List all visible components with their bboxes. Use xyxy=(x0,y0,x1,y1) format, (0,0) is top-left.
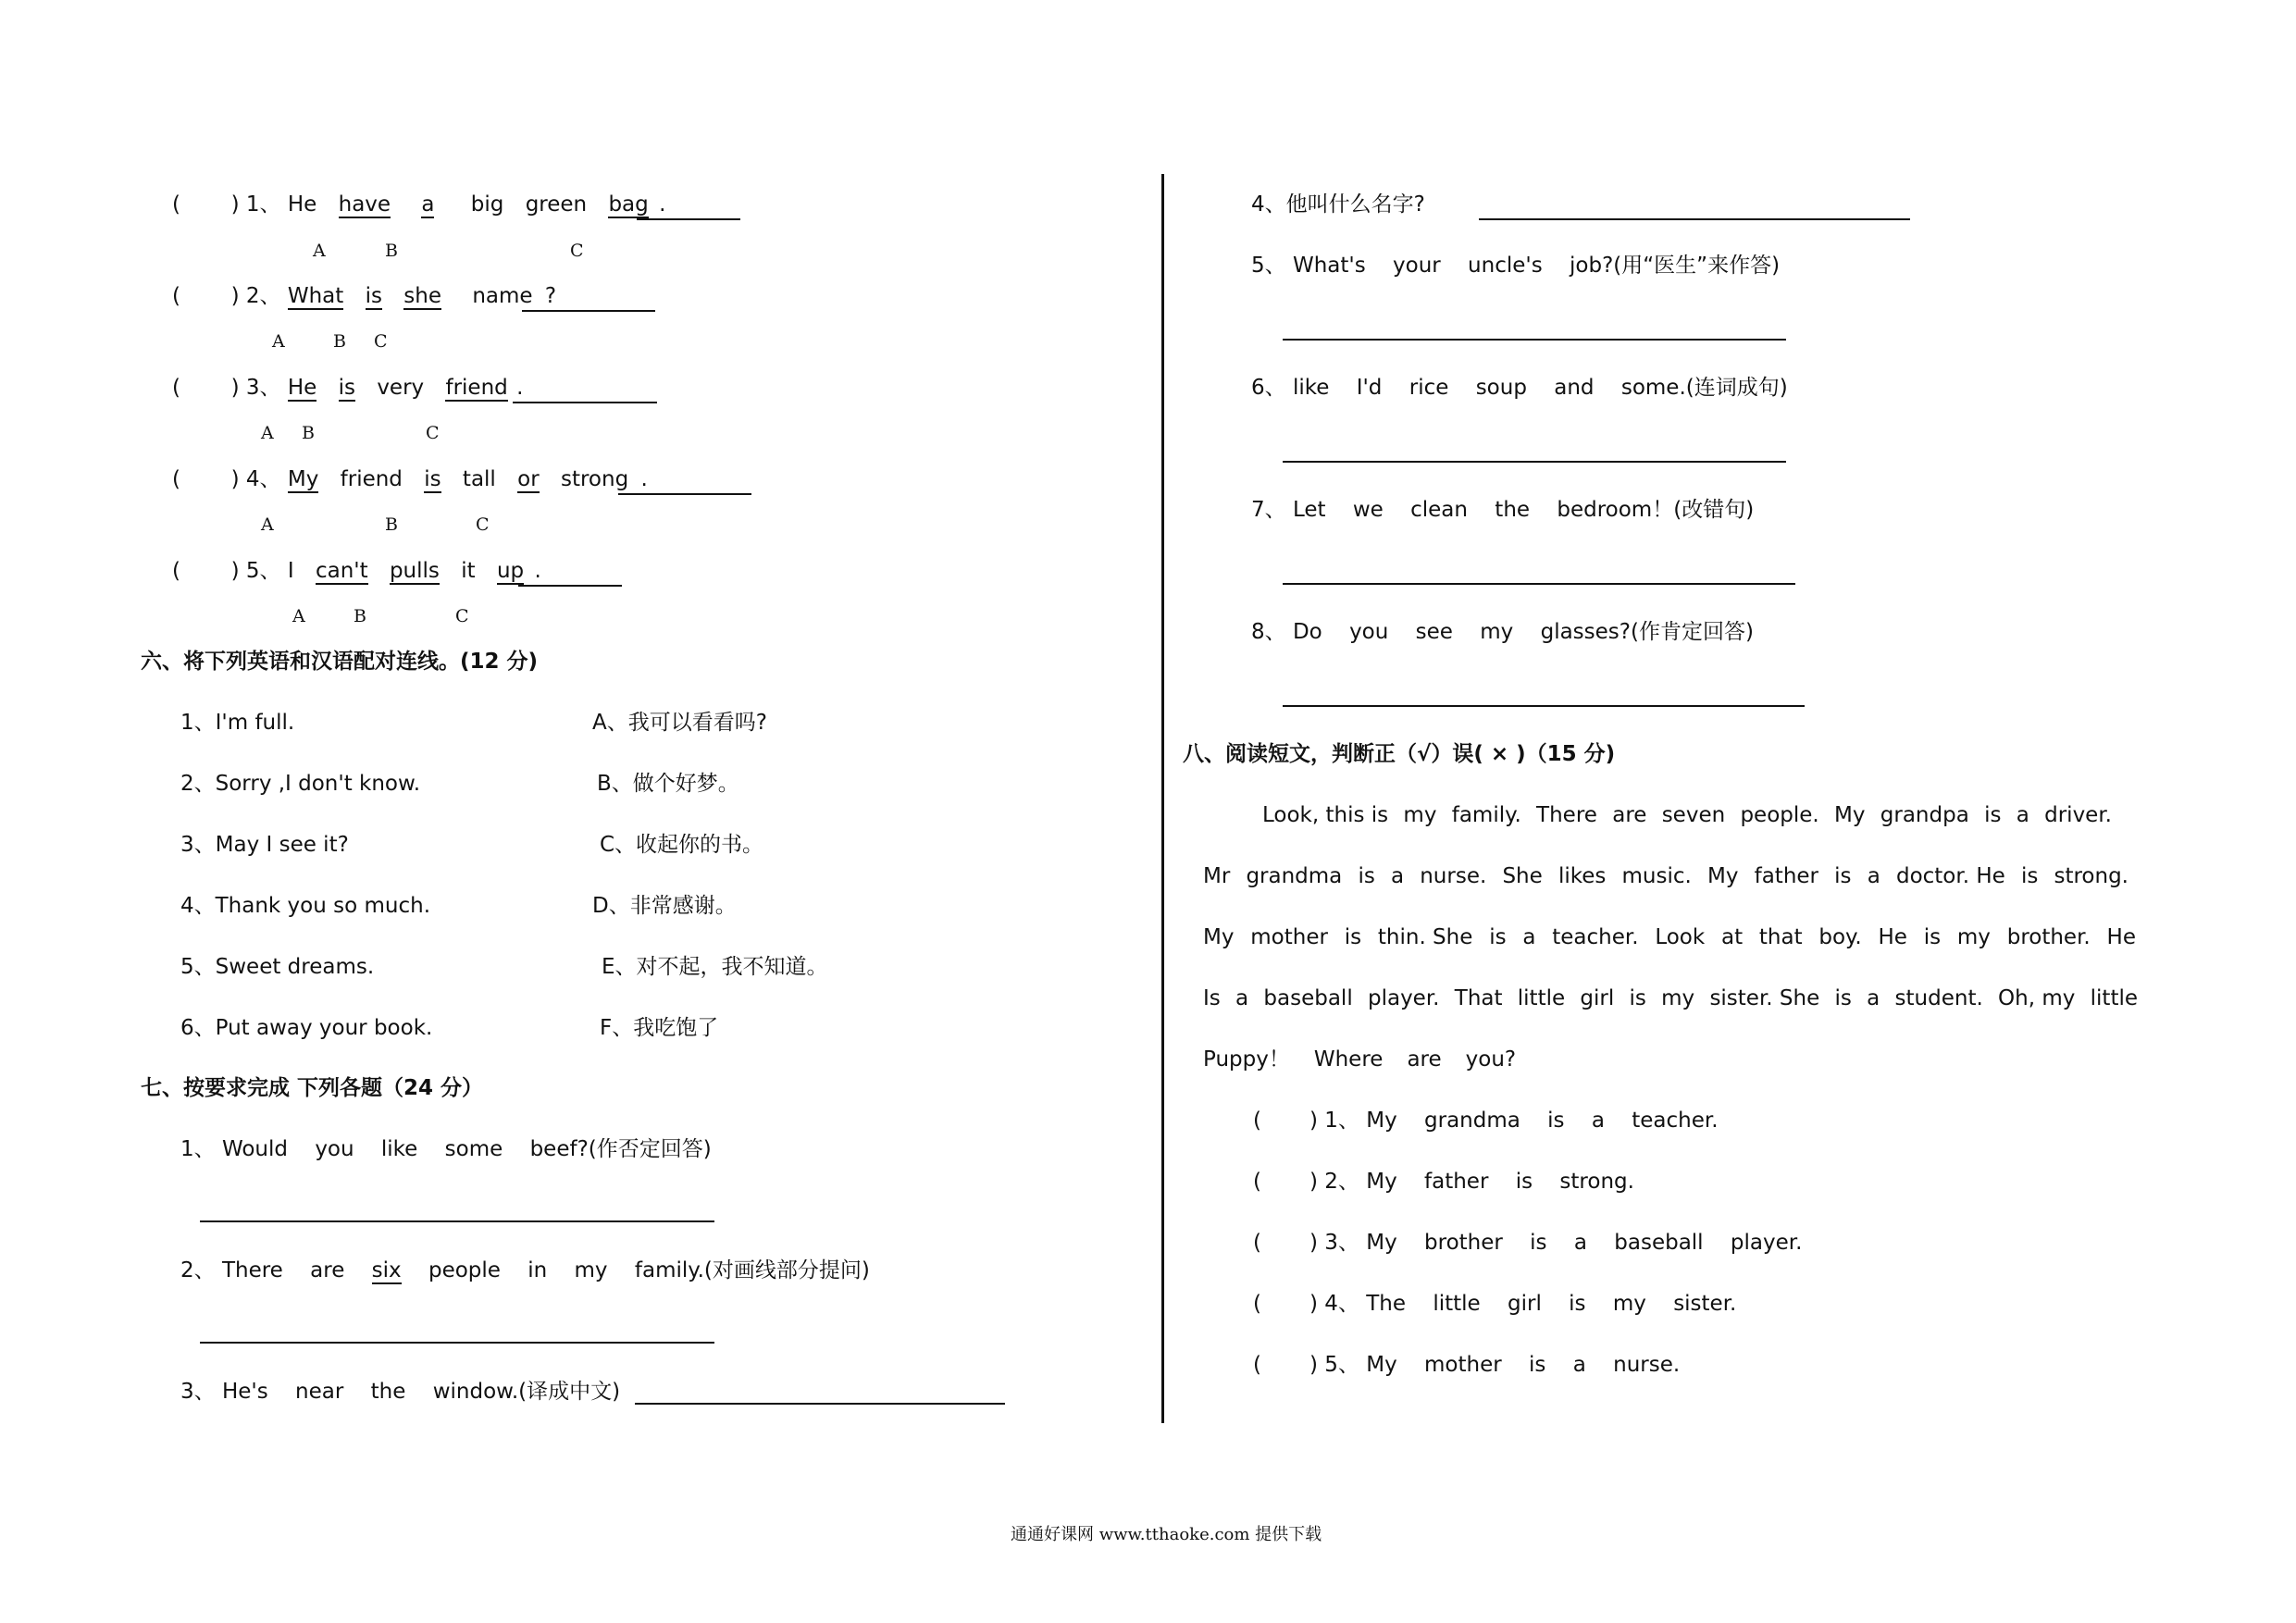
word: like xyxy=(380,1137,418,1161)
word: glasses xyxy=(1540,620,1620,644)
passage-word: Look xyxy=(1655,925,1706,949)
word: is xyxy=(1530,1231,1547,1255)
question-number: 3、 xyxy=(180,1380,216,1404)
option-letter: C xyxy=(374,331,388,352)
word: There xyxy=(221,1258,283,1282)
passage-word: student. xyxy=(1894,986,1983,1010)
item-number: 1、 xyxy=(1324,1109,1359,1133)
word: . xyxy=(640,467,648,491)
word: girl xyxy=(1508,1292,1542,1316)
word: window xyxy=(432,1380,512,1404)
part5-item xyxy=(172,286,556,310)
answer-paren[interactable]: ( ) xyxy=(1253,1109,1318,1133)
passage-word: are xyxy=(1612,803,1647,827)
matching-left-item[interactable]: 2、Sorry ,I don't know. xyxy=(180,772,421,796)
underlined-word-b: pulls xyxy=(389,559,440,583)
passage-word: family. xyxy=(1451,803,1521,827)
passage-word: mother xyxy=(1250,925,1328,949)
answer-paren[interactable]: ( ) xyxy=(1253,1231,1318,1255)
word: my xyxy=(1480,620,1514,644)
passage-word: Puppy！ xyxy=(1203,1047,1290,1072)
word: and xyxy=(1554,376,1595,400)
question-number: 8、 xyxy=(1251,620,1286,644)
word: My xyxy=(1366,1109,1397,1133)
instruction: .(连词成句) xyxy=(1679,376,1788,400)
passage-word: a xyxy=(1522,925,1536,949)
matching-right-item[interactable]: C、收起你的书。 xyxy=(600,833,764,857)
word: job xyxy=(1570,254,1603,278)
passage-word: teacher. xyxy=(1552,925,1639,949)
judgment-item xyxy=(1253,1294,1736,1315)
option-letter: C xyxy=(455,606,469,626)
word: your xyxy=(1393,254,1441,278)
part5-item xyxy=(172,561,541,585)
answer-paren-open: ( xyxy=(172,284,180,308)
passage-word: boy. xyxy=(1818,925,1862,949)
passage-word: brother. xyxy=(2006,925,2091,949)
answer-paren-open: ( xyxy=(172,559,180,583)
passage-word: are xyxy=(1407,1047,1442,1072)
word: my xyxy=(574,1258,608,1282)
option-letter: C xyxy=(426,423,440,443)
passage-word: a xyxy=(1867,864,1880,888)
footer-credit: 通通好课网 www.tthaoke.com 提供下载 xyxy=(1011,1525,1322,1544)
word: you xyxy=(1349,620,1389,644)
word: the xyxy=(370,1380,406,1404)
word: Let xyxy=(1292,498,1326,522)
word: I xyxy=(287,559,294,583)
answer-blank[interactable] xyxy=(637,218,740,220)
word: are xyxy=(310,1258,345,1282)
word: nurse. xyxy=(1613,1353,1681,1377)
word: The xyxy=(1366,1292,1407,1316)
passage-word: He xyxy=(2106,925,2136,949)
item-number: 3、 xyxy=(1324,1231,1359,1255)
instruction: ?(作肯定回答) xyxy=(1619,620,1754,644)
word: you xyxy=(315,1137,354,1161)
answer-paren[interactable]: ( ) xyxy=(1253,1292,1318,1316)
word: it xyxy=(461,559,476,583)
passage-word: driver. xyxy=(2044,803,2112,827)
word: He xyxy=(287,192,317,217)
word: see xyxy=(1415,620,1453,644)
passage-word: is xyxy=(1923,925,1942,949)
word: some xyxy=(1620,376,1680,400)
answer-line[interactable] xyxy=(1283,339,1786,341)
underlined-word-c: friend xyxy=(445,376,508,400)
word: mother xyxy=(1424,1353,1502,1377)
option-letter: C xyxy=(570,241,584,261)
word: Would xyxy=(221,1137,288,1161)
word: name xyxy=(472,284,533,308)
passage-word: Mr xyxy=(1203,864,1231,888)
passage-word: people. xyxy=(1740,803,1819,827)
answer-paren-open: ( xyxy=(172,192,180,217)
option-letter: C xyxy=(476,514,490,535)
underlined-word-b: a xyxy=(421,192,435,217)
word: Do xyxy=(1292,620,1322,644)
passage-word: baseball xyxy=(1263,986,1353,1010)
word: very xyxy=(377,376,425,400)
item-number: 4、 xyxy=(1324,1292,1359,1316)
word: I'd xyxy=(1356,376,1383,400)
passage-word: She xyxy=(1502,864,1543,888)
word: a xyxy=(1573,1231,1587,1255)
word: some xyxy=(444,1137,503,1161)
option-letter: B xyxy=(354,606,366,626)
judgment-item xyxy=(1253,1233,1802,1254)
option-letter: B xyxy=(333,331,346,352)
answer-paren-close: ) xyxy=(230,192,240,217)
answer-line[interactable] xyxy=(1479,218,1910,220)
answer-blank[interactable] xyxy=(518,585,622,587)
question-number: 2、 xyxy=(180,1258,216,1282)
passage-word: is xyxy=(1489,925,1507,949)
part7-question-5 xyxy=(1251,255,1780,277)
instruction: ！(改错句) xyxy=(1652,498,1755,522)
passage-word: music. xyxy=(1621,864,1692,888)
word: strong. xyxy=(1559,1170,1634,1194)
instruction: ?(用“医生”来作答) xyxy=(1602,254,1781,278)
passage-word: you? xyxy=(1465,1047,1517,1072)
underlined-word-c: up xyxy=(496,559,525,583)
word: What's xyxy=(1292,254,1366,278)
underlined-word-a: can't xyxy=(315,559,368,583)
item-number: 5、 xyxy=(245,559,281,583)
passage-word: He xyxy=(1878,925,1907,949)
passage-word: a xyxy=(2016,803,2029,827)
word: in xyxy=(527,1258,548,1282)
word: He's xyxy=(221,1380,268,1404)
matching-left-item[interactable]: 6、Put away your book. xyxy=(180,1016,433,1040)
answer-blank[interactable] xyxy=(618,493,751,495)
matching-left-item[interactable]: 4、Thank you so much. xyxy=(180,894,431,918)
answer-paren-close: ) xyxy=(230,467,240,491)
passage-word: is xyxy=(1834,864,1852,888)
word: is xyxy=(1515,1170,1533,1194)
option-letter: A xyxy=(261,423,274,443)
part7-question-8 xyxy=(1251,622,1754,643)
item-number: 3、 xyxy=(245,376,281,400)
word: My xyxy=(1366,1170,1397,1194)
word: grandma xyxy=(1424,1109,1520,1133)
passage-word: likes xyxy=(1558,864,1607,888)
word: teacher. xyxy=(1632,1109,1719,1133)
part7-question-1 xyxy=(180,1139,712,1160)
word: green xyxy=(525,192,588,217)
part5-item xyxy=(172,194,665,218)
word: like xyxy=(1292,376,1330,400)
column-divider xyxy=(1161,174,1164,1423)
answer-blank[interactable] xyxy=(513,402,657,403)
option-letter: A xyxy=(292,606,305,626)
answer-line[interactable] xyxy=(1283,461,1786,463)
word: baseball xyxy=(1614,1231,1704,1255)
word: . xyxy=(659,192,666,217)
matching-left-item[interactable]: 3、May I see it? xyxy=(180,833,349,857)
item-number: 1、 xyxy=(245,192,281,217)
answer-paren-open: ( xyxy=(172,467,180,491)
question-number: 6、 xyxy=(1251,376,1286,400)
option-letter: B xyxy=(385,241,398,261)
word: strong xyxy=(560,467,629,491)
passage-word: at xyxy=(1720,925,1744,949)
passage-word: is xyxy=(1984,803,2002,827)
passage-word: my xyxy=(1956,925,1991,949)
part5-item xyxy=(172,469,648,493)
answer-paren[interactable]: ( ) xyxy=(1253,1353,1318,1377)
passage-word: little xyxy=(2090,986,2138,1010)
part7-question-6 xyxy=(1251,378,1788,399)
part8-title: 八、阅读短文，判断正（√）误( × )（15 分) xyxy=(1183,742,1616,766)
underlined-word-b: is xyxy=(424,467,441,491)
passage-word: is xyxy=(2020,864,2039,888)
option-letter: A xyxy=(272,331,285,352)
part7-question-7 xyxy=(1251,500,1754,521)
option-letter: B xyxy=(302,423,315,443)
passage-word: my xyxy=(1403,803,1437,827)
word: a xyxy=(1591,1109,1605,1133)
passage-word: that xyxy=(1758,925,1803,949)
word: uncle's xyxy=(1468,254,1543,278)
passage-word: is xyxy=(1358,864,1375,888)
underlined-word-a: have xyxy=(338,192,391,217)
passage-word: little xyxy=(1517,986,1566,1010)
matching-right-item[interactable]: E、对不起，我不知道。 xyxy=(602,955,828,979)
word: near xyxy=(295,1380,344,1404)
judgment-item xyxy=(1253,1171,1634,1193)
word: big xyxy=(470,192,504,217)
word: is xyxy=(1529,1353,1546,1377)
word: brother xyxy=(1424,1231,1503,1255)
passage-word: That xyxy=(1454,986,1503,1010)
word: people xyxy=(428,1258,501,1282)
passage-word: father xyxy=(1754,864,1819,888)
word: . xyxy=(516,376,524,400)
word: clean xyxy=(1410,498,1468,522)
word: family xyxy=(634,1258,698,1282)
passage-word: nurse. xyxy=(1420,864,1487,888)
word: we xyxy=(1352,498,1384,522)
passage-word: a xyxy=(1390,864,1405,888)
matching-right-item[interactable]: D、非常感谢。 xyxy=(592,894,737,918)
passage-word: girl xyxy=(1580,986,1615,1010)
underlined-word-a: My xyxy=(287,467,319,491)
word: bedroom xyxy=(1557,498,1653,522)
item-number: 2、 xyxy=(245,284,281,308)
passage-word: player. xyxy=(1367,986,1440,1010)
answer-paren-close: ) xyxy=(230,376,240,400)
passage-word: thin. She xyxy=(1377,925,1473,949)
passage-word: a xyxy=(1867,986,1880,1010)
word: friend xyxy=(340,467,403,491)
answer-paren-open: ( xyxy=(172,376,180,400)
word: ? xyxy=(544,284,557,308)
item-number: 5、 xyxy=(1324,1353,1359,1377)
word: sister. xyxy=(1673,1292,1737,1316)
matching-right-item[interactable]: A、我可以看看吗? xyxy=(592,711,767,735)
answer-line[interactable] xyxy=(200,1342,714,1344)
passage-word: is xyxy=(1629,986,1646,1010)
passage-word: seven xyxy=(1661,803,1726,827)
passage-word: My xyxy=(1834,803,1866,827)
passage-word: is xyxy=(1834,986,1852,1010)
word: soup xyxy=(1475,376,1527,400)
part7-title: 七、按要求完成 下列各题（24 分） xyxy=(141,1076,484,1100)
matching-right-item[interactable]: B、做个好梦。 xyxy=(597,772,739,796)
answer-paren[interactable]: ( ) xyxy=(1253,1170,1318,1194)
passage-word: strong. xyxy=(2054,864,2128,888)
matching-left-item[interactable]: 1、I'm full. xyxy=(180,711,295,735)
question-number: 5、 xyxy=(1251,254,1286,278)
word: . xyxy=(534,559,541,583)
underlined-word-a: What xyxy=(287,284,344,308)
passage-word: is xyxy=(1344,925,1362,949)
passage-word: sister. She xyxy=(1709,986,1820,1010)
passage-word: doctor. He xyxy=(1895,864,2005,888)
underlined-word: six xyxy=(371,1258,402,1282)
underlined-word-c: she xyxy=(403,284,442,308)
answer-paren-close: ) xyxy=(230,559,240,583)
word: tall xyxy=(462,467,496,491)
word: is xyxy=(1569,1292,1586,1316)
word: My xyxy=(1366,1231,1397,1255)
answer-line[interactable] xyxy=(635,1403,1005,1405)
part7-question-3 xyxy=(180,1381,620,1403)
passage-word: a xyxy=(1235,986,1249,1010)
answer-blank[interactable] xyxy=(522,310,655,312)
question-number: 7、 xyxy=(1251,498,1286,522)
word: player. xyxy=(1730,1231,1803,1255)
passage-word: There xyxy=(1536,803,1597,827)
option-letter: A xyxy=(261,514,274,535)
answer-line[interactable] xyxy=(200,1220,714,1222)
answer-line[interactable] xyxy=(1283,583,1795,585)
passage-word: My xyxy=(1706,864,1739,888)
underlined-word-a: He xyxy=(287,376,317,400)
question-number: 1、 xyxy=(180,1137,216,1161)
passage-word: Look, this is xyxy=(1262,803,1389,827)
judgment-item xyxy=(1253,1110,1719,1132)
word: my xyxy=(1612,1292,1646,1316)
part7-question-4: 4、他叫什么名字? xyxy=(1251,192,1425,217)
word: a xyxy=(1572,1353,1586,1377)
item-number: 2、 xyxy=(1324,1170,1359,1194)
word: beef xyxy=(529,1137,577,1161)
item-number: 4、 xyxy=(245,467,281,491)
word: My xyxy=(1366,1353,1397,1377)
word: little xyxy=(1433,1292,1481,1316)
underlined-word-c: or xyxy=(517,467,540,491)
part6-title: 六、将下列英语和汉语配对连线。(12 分) xyxy=(141,650,539,674)
option-letter: B xyxy=(385,514,398,535)
passage-word: My xyxy=(1203,925,1235,949)
word: the xyxy=(1495,498,1531,522)
matching-left-item[interactable]: 5、Sweet dreams. xyxy=(180,955,375,979)
answer-paren-close: ) xyxy=(230,284,240,308)
option-letter: A xyxy=(313,241,326,261)
word: father xyxy=(1424,1170,1489,1194)
passage-word: Oh, my xyxy=(1998,986,2076,1010)
word: rice xyxy=(1409,376,1449,400)
passage-word: grandma xyxy=(1246,864,1343,888)
passage-word: Is xyxy=(1203,986,1221,1010)
underlined-word-b: is xyxy=(365,284,382,308)
part7-question-2 xyxy=(180,1260,870,1284)
matching-right-item[interactable]: F、我吃饱了 xyxy=(600,1016,719,1040)
instruction: ?(作否定回答) xyxy=(577,1137,712,1161)
underlined-word-b: is xyxy=(338,376,355,400)
passage-word: Where xyxy=(1313,1047,1384,1072)
passage-word: my xyxy=(1661,986,1695,1010)
instruction: .(对画线部分提问) xyxy=(697,1258,870,1282)
answer-line[interactable] xyxy=(1283,705,1805,707)
word: is xyxy=(1547,1109,1565,1133)
part5-item xyxy=(172,378,523,402)
judgment-item xyxy=(1253,1355,1680,1376)
underlined-word-c: bag xyxy=(608,192,649,217)
passage-word: grandpa xyxy=(1880,803,1969,827)
instruction: .(译成中文) xyxy=(511,1380,621,1404)
